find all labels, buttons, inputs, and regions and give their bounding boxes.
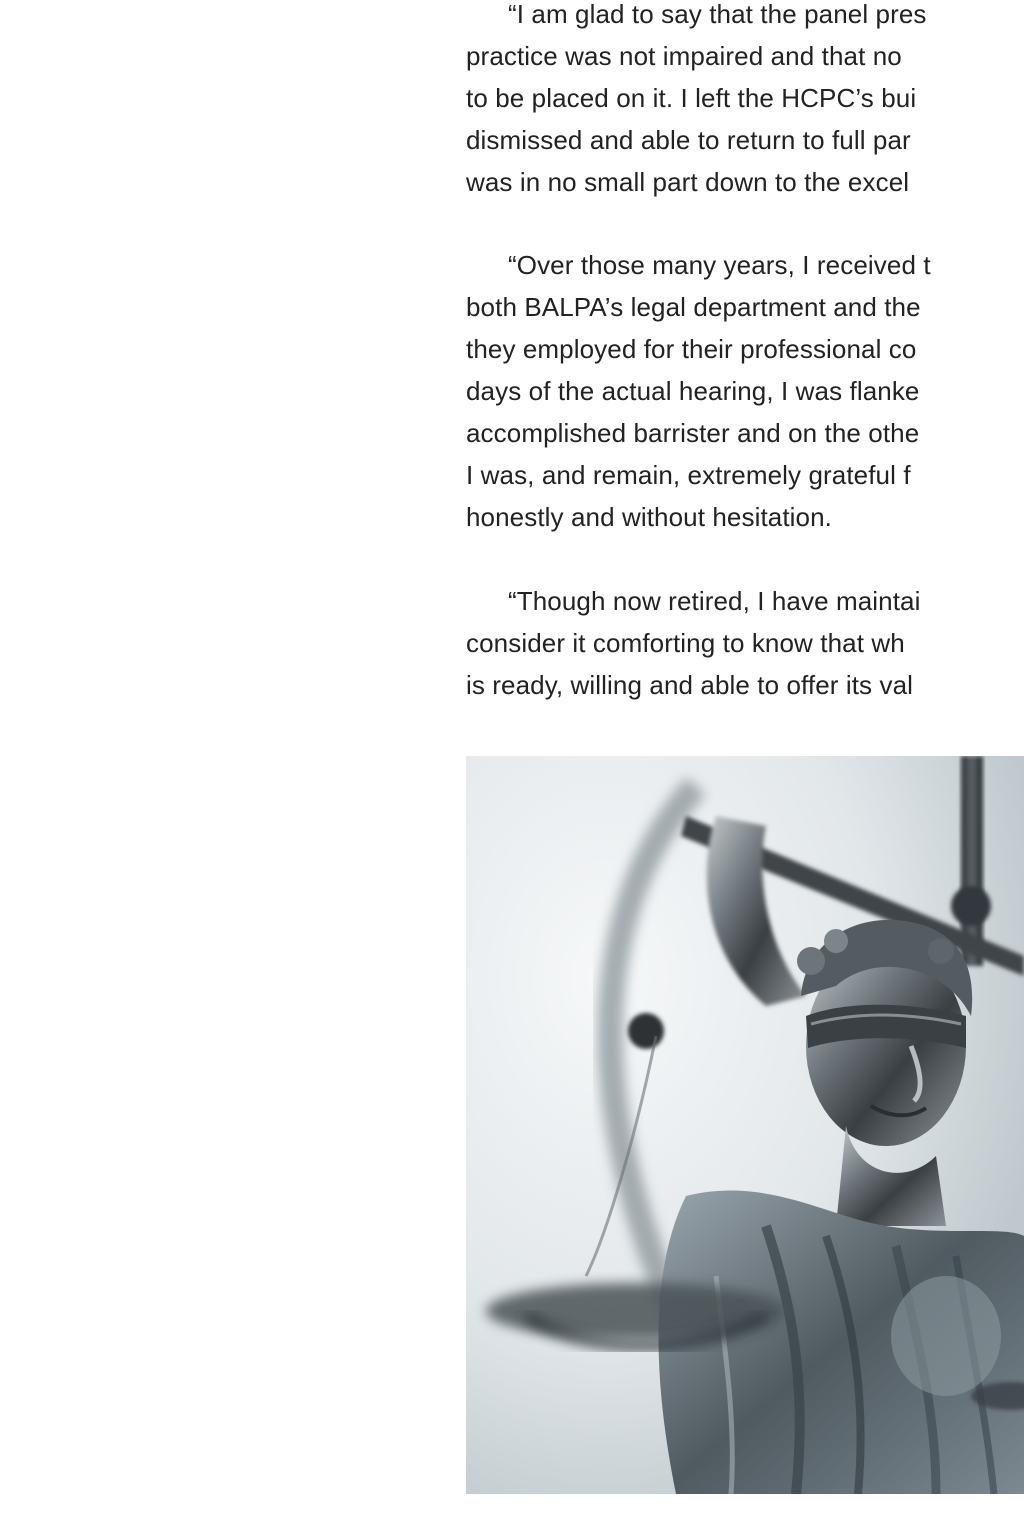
text-line: “Though now retired, I have maintai: [508, 586, 921, 616]
text-line: practice was not impaired and that no: [466, 41, 902, 71]
text-line: I was, and remain, extremely grateful f: [466, 460, 911, 490]
text-line: honestly and without hesitation.: [466, 502, 832, 532]
text-line: “Over those many years, I received t: [508, 250, 931, 280]
lady-justice-statue-image: [466, 756, 1024, 1494]
article-column: [466, 0, 1024, 1536]
lady-justice-photo: [466, 756, 1024, 1494]
quote-paragraph-1: [466, 0, 1024, 203]
text-line: to be placed on it. I left the HCPC’s bui: [466, 83, 917, 113]
text-line: dismissed and able to return to full par: [466, 125, 911, 155]
quote-paragraph-3: [466, 580, 1024, 706]
text-line: consider it comforting to know that wh: [466, 628, 905, 658]
text-line: they employed for their professional co: [466, 334, 917, 364]
text-line: accomplished barrister and on the othe: [466, 418, 920, 448]
text-line: was in no small part down to the excel: [466, 167, 910, 197]
text-line: is ready, willing and able to offer its val: [466, 670, 914, 700]
text-line: days of the actual hearing, I was flanke: [466, 376, 920, 406]
text-line: both BALPA’s legal department and the: [466, 292, 921, 322]
text-line: “I am glad to say that the panel pres: [508, 0, 927, 29]
quote-paragraph-2: [466, 244, 1024, 538]
